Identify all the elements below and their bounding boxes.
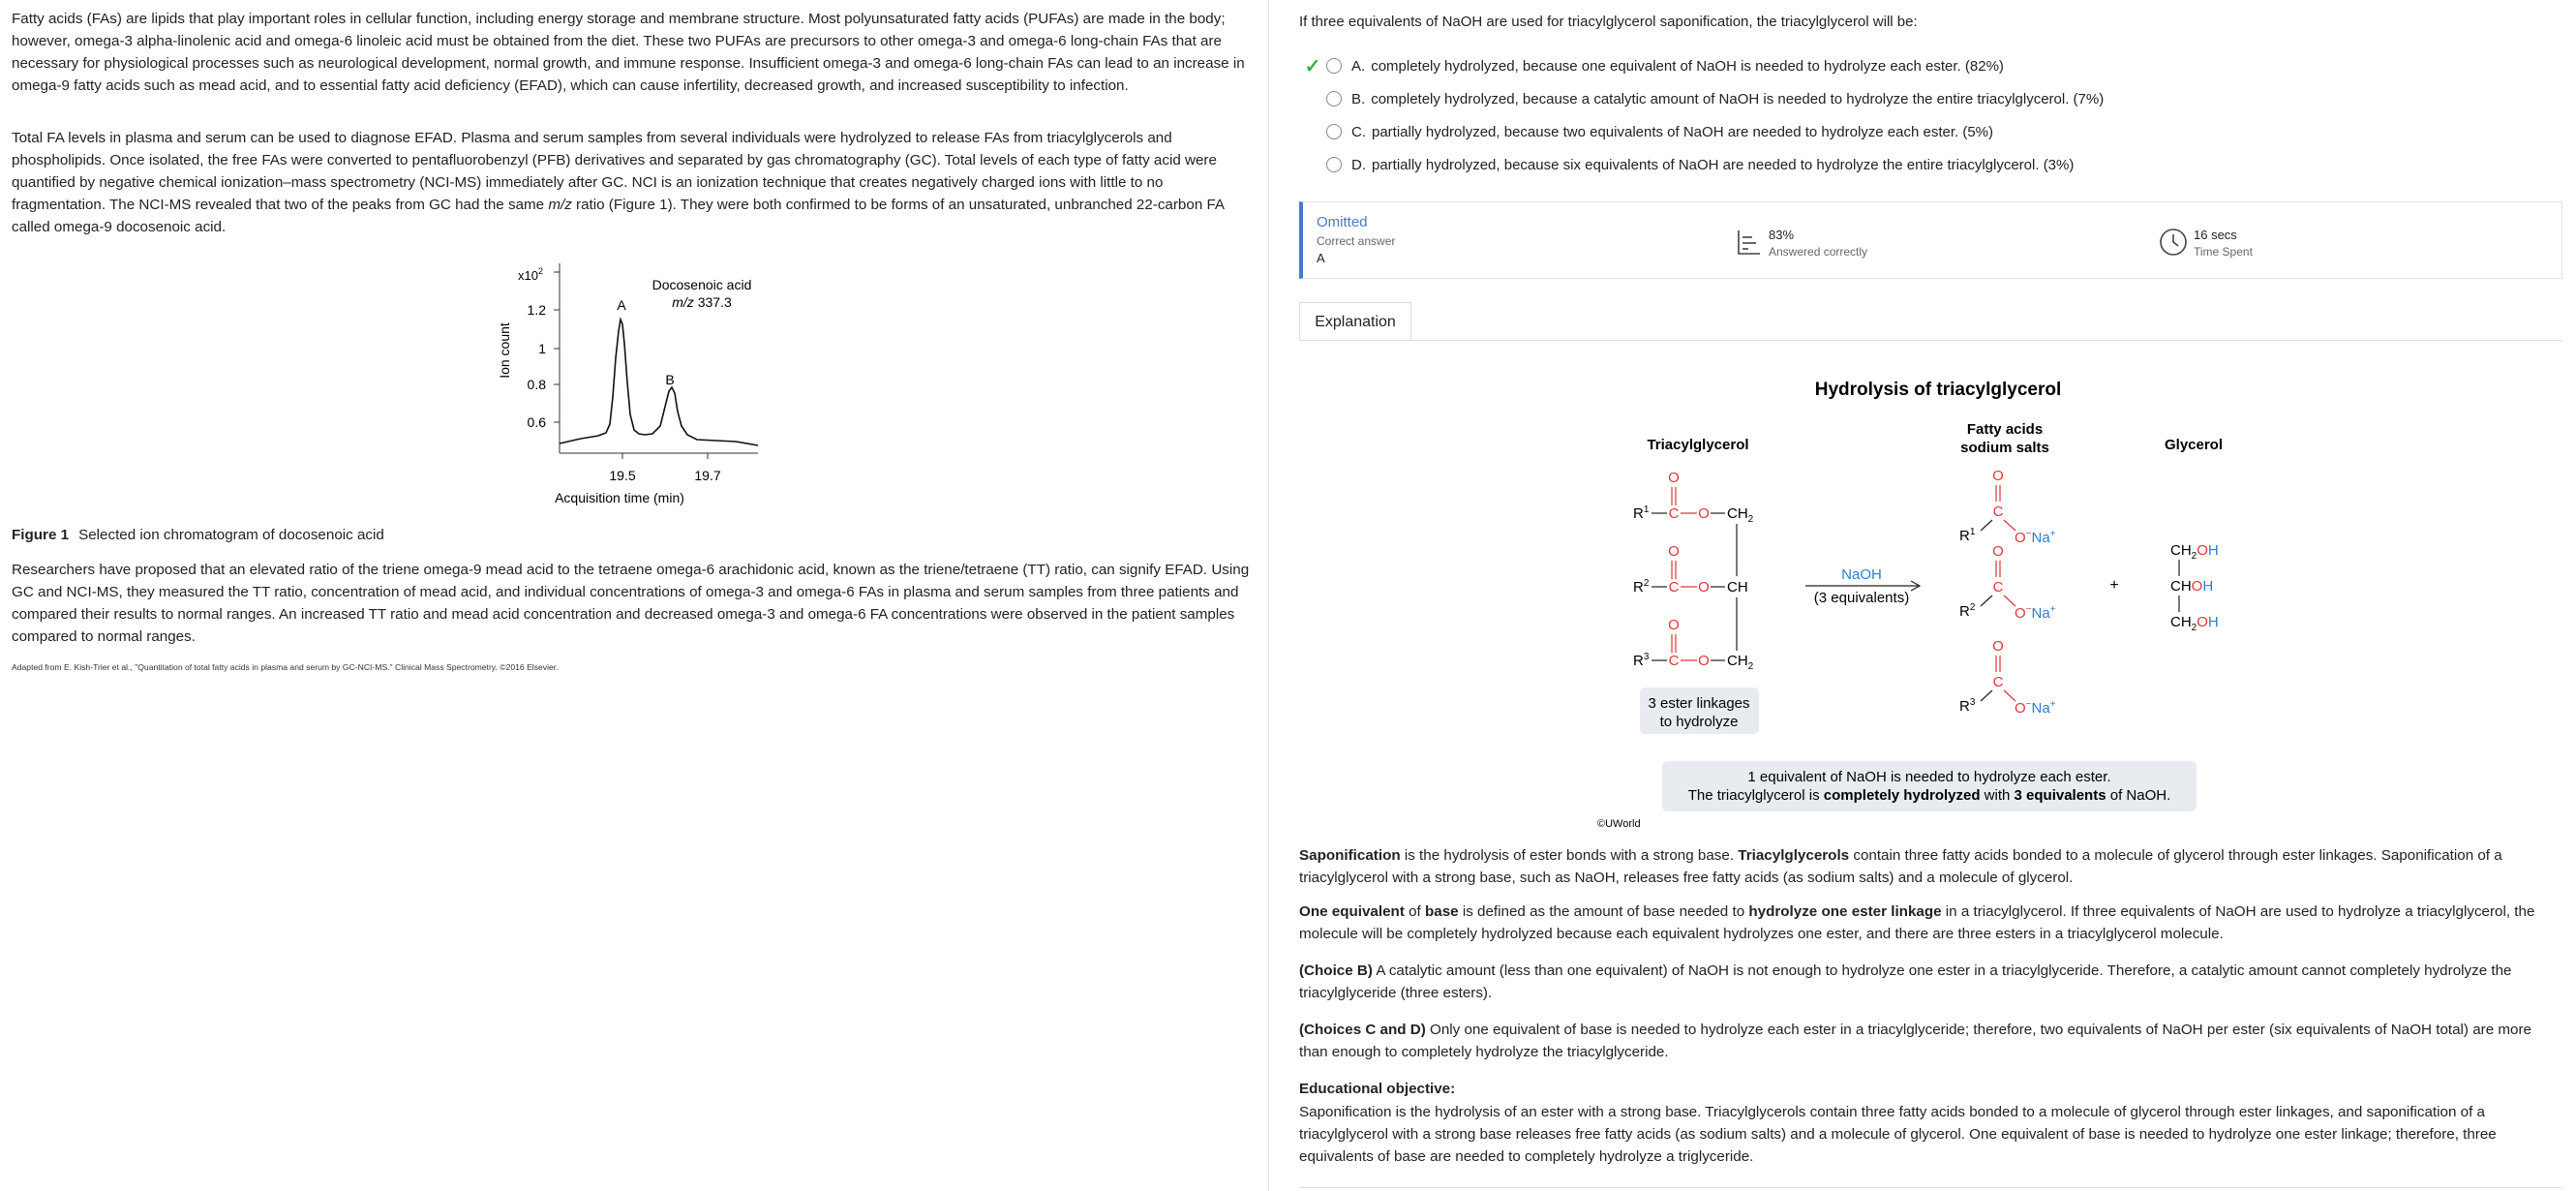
checkmark-icon: ✓ (1304, 55, 1321, 77)
x-ticks (609, 453, 720, 483)
svg-text:O−Na+: O−Na+ (2015, 699, 2056, 717)
radio-button[interactable] (1326, 157, 1342, 172)
svg-text:O−Na+: O−Na+ (2015, 529, 2056, 546)
figure-label: Figure 1 (12, 527, 70, 543)
radio-button[interactable] (1326, 124, 1342, 139)
summary-line-2: The triacylglycerol is completely hydrolyzed with 3 equivalents of NaOH. (1687, 787, 2171, 804)
y-tick-label: 1 (538, 341, 546, 356)
plus-sign: + (2109, 577, 2119, 594)
peak-label-b: B (665, 372, 675, 387)
ester-note-line-1: 3 ester linkages (1648, 695, 1750, 712)
fa-column-header-1: Fatty acids (1966, 421, 2044, 438)
annotation-mz: m/z 337.3 (672, 294, 732, 310)
svg-text:R3: $R^3$ (1633, 652, 1650, 669)
status-label: Omitted (1317, 214, 1368, 230)
svg-text:CH2OH: $CH_2OH$ (2170, 614, 2219, 633)
passage-p2-mz: m/z (548, 197, 572, 213)
radio-button[interactable] (1326, 91, 1342, 107)
svg-text:CHOH: CHOH (2170, 578, 2214, 595)
choice-text: completely hydrolyzed, because a catalytic amount of NaOH is needed to hydrolyze the entire triacylglycerol. (7%) (1371, 90, 2105, 107)
svg-text:O: O (1668, 470, 1680, 486)
diagram-title: Hydrolysis of triacylglycerol (1814, 380, 2062, 400)
ester-3 (1633, 617, 1754, 672)
svg-text:C: C (1992, 504, 2004, 520)
svg-text:CH2: $CH_2$ (1727, 653, 1754, 672)
svg-text:R1: $R^1$ (1959, 527, 1976, 544)
reagent-equivalents: (3 equivalents) (1813, 590, 1910, 606)
y-tick-label: 0.8 (527, 377, 546, 392)
summary-line-1: 1 equivalent of NaOH is needed to hydrolyze each ester. (1747, 769, 2111, 785)
ester-1 (1633, 470, 1754, 525)
choice-d[interactable] (1299, 152, 2074, 177)
glycerol-structure (2170, 542, 2219, 633)
passage-pane (0, 0, 1268, 1191)
y-tick-label: 0.6 (527, 414, 546, 430)
educational-objective-title: Educational objective: (1299, 1081, 1456, 1097)
passage-p2-start: Total FA levels in plasma and serum can be used to diagnose EFAD. Plasma and serum samples from several individuals were hydrolyzed to release FAs from triacylglycerols and phospholipids. Once isolated, the free FAs were converted to pentafluorobenzyl (PFB) derivatives and separated by gas chromatography (GC). Total levels of each type of fatty acid were quantified by negative chemical ionization–mass spectrometry (NCI-MS) immediately after GC. NCI is an ionization technique that creates negatively charged ions with little to no fragmentation. The NCI-MS revealed that two of the peaks from GC had the same (12, 130, 1217, 213)
svg-text:R3: $R^3$ (1959, 697, 1976, 715)
fa-column-header-2: sodium salts (1960, 440, 2049, 456)
fa-salt-1 (1959, 468, 2056, 546)
annotation-title: Docosenoic acid (652, 277, 752, 292)
x-axis-label: Acquisition time (min) (555, 490, 684, 505)
figure-caption (12, 527, 384, 543)
passage-paragraph-1: Fatty acids (FAs) are lipids that play important roles in cellular function, including energy storage and membrane structure. Most polyunsaturated fatty acids (PUFAs) are made in the body; however, omega-3 alpha-linolenic acid and omega-6 linoleic acid must be obtained from the diet. These two PUFAs are precursors to other omega-3 and omega-6 long-chain FAs that are necessary for physiological processes such as neurological development, normal growth, and immune response. Insufficient omega-3 and omega-6 long-chain FAs can lead to an increase in omega-9 fatty acids such as mead acid, and to essential fatty acid deficiency (EFAD), which can cause infertility, decreased growth, and increased susceptibility to infection. (12, 11, 1245, 94)
svg-text:C: C (1668, 505, 1680, 522)
glycerol-column-header: Glycerol (2164, 437, 2224, 453)
stats-panel (1299, 201, 2562, 279)
question-pane (1299, 0, 2562, 1191)
svg-text:O: O (1992, 468, 2004, 484)
tab-explanation[interactable]: Explanation (1299, 302, 1411, 341)
svg-text:O: O (1698, 505, 1710, 522)
choice-letter: A. (1351, 57, 1366, 75)
y-tick-label: 1.2 (527, 302, 546, 318)
svg-text:O−Na+: O−Na+ (2015, 604, 2056, 622)
chromatogram-figure (484, 260, 774, 513)
svg-text:C: C (1992, 579, 2004, 596)
svg-text:O: O (1992, 543, 2004, 560)
choice-a[interactable] (1299, 53, 2004, 78)
passage-source: Adapted from E. Kish-Trier et al., "Quantitation of total fatty acids in plasma and serum by GC-NCI-MS." Clinical Mass Spectrometry. ©2016 Elsevier. (12, 662, 559, 672)
clock-icon (2159, 228, 2188, 257)
ester-2 (1633, 543, 1748, 596)
explanation-paragraph-choices-c-d: (Choices C and D) Only one equivalent of base is needed to hydrolyze each ester in a triacylglyceride; therefore, two equivalents of NaOH per ester (six equivalents of NaOH total) are more than enough to completely hydrolyze the triacylglyceride. (1299, 1022, 2531, 1060)
choice-c[interactable] (1299, 119, 1993, 144)
svg-text:O: O (1668, 617, 1680, 633)
svg-text:R1: $R^1$ (1633, 504, 1650, 522)
x-tick-label: 19.5 (609, 468, 636, 483)
choice-text: completely hydrolyzed, because one equivalent of NaOH is needed to hydrolyze each ester. (82%) (1371, 57, 2004, 75)
correct-answer-value: A (1317, 251, 1325, 265)
explanation-paragraph-1: Saponification is the hydrolysis of ester bonds with a strong base. Triacylglycerols contain three fatty acids bonded to a molecule of glycerol through ester linkages. Saponification of a triacylglycerol with a strong base, such as NaOH, releases free fatty acids (as sodium salts) and a molecule of glycerol. (1299, 847, 2502, 886)
percent-correct-value: 83% (1769, 228, 1795, 242)
tag-column-header: Triacylglycerol (1647, 437, 1749, 453)
choice-letter: D. (1351, 156, 1366, 173)
choice-text: partially hydrolyzed, because two equivalents of NaOH are needed to hydrolyze each ester. (5%) (1372, 123, 1994, 140)
svg-text:R2: $R^2$ (1959, 602, 1976, 620)
svg-text:O: O (1698, 579, 1710, 596)
choice-text: partially hydrolyzed, because six equivalents of NaOH are needed to hydrolyze the entire triacylglycerol. (3%) (1372, 156, 2075, 173)
passage-p2-end: ratio (Figure 1). They were both confirmed to be forms of an unsaturated, unbranched 22-carbon FA called omega-9 docosenoic acid. (12, 197, 1225, 235)
fatty-acid-salts (1959, 468, 2056, 717)
x-tick-label: 19.7 (694, 468, 721, 483)
svg-text:CH2OH: $CH_2OH$ (2170, 542, 2219, 562)
tab-underline (1299, 340, 2562, 341)
correct-answer-label: Correct answer (1317, 234, 1396, 248)
fa-salt-2 (1959, 543, 2056, 622)
triacylglycerol-structure (1633, 470, 1754, 672)
svg-text:O: O (1668, 543, 1680, 560)
svg-text:R2: $R^2$ (1633, 578, 1650, 596)
svg-text:O: O (1992, 638, 2004, 655)
ester-note-line-2: to hydrolyze (1659, 714, 1739, 730)
explanation-paragraph-2: One equivalent of base is defined as the amount of base needed to hydrolyze one ester linkage in a triacylglycerol. If three equivalents of NaOH are used to hydrolyze a triacylglycerol, the molecule will be completely hydrolyzed because each equivalent hydrolyzes one ester, and there are three esters in a triacylglycerol molecule. (1299, 903, 2535, 942)
figure-caption-text: Selected ion chromatogram of docosenoic acid (78, 527, 384, 543)
question-stem: If three equivalents of NaOH are used for triacylglycerol saponification, the triacylglycerol will be: (1299, 14, 1918, 30)
reagent-label: NaOH (1841, 566, 1882, 583)
time-spent-value: 16 secs (2194, 228, 2237, 242)
copyright: ©UWorld (1597, 818, 1641, 830)
svg-text:CH2: $CH_2$ (1727, 505, 1754, 525)
hydrolysis-diagram (1299, 368, 2562, 838)
passage-paragraph-3: Researchers have proposed that an elevated ratio of the triene omega-9 mead acid to the tetraene omega-6 arachidonic acid, known as the triene/tetraene (TT) ratio, can signify EFAD. Using GC and NCI-MS, they measured the TT ratio, concentration of mead acid, and individual concentrations of omega-3 and omega-6 FAs in plasma and serum samples from three patients and compared their results to normal ranges. An increased TT ratio and mead acid concentration and decreased omega-3 and omega-6 FA concentrations were observed in the patient samples compared to normal ranges. (12, 562, 1250, 645)
explanation-paragraph-choice-b: (Choice B) A catalytic amount (less than one equivalent) of NaOH is not enough to hydrolyze one ester in a triacylglyceride. Therefore, a catalytic amount cannot completely hydrolyze the triacylglyceride (three esters). (1299, 962, 2512, 1001)
passage-paragraph-2 (12, 127, 1256, 238)
y-multiplier: $x10^2$ (518, 266, 543, 283)
svg-text:O: O (1698, 653, 1710, 669)
y-ticks (528, 272, 560, 430)
educational-objective-text: Saponification is the hydrolysis of an ester with a strong base. Triacylglycerols contain three fatty acids bonded to a molecule of glycerol through ester linkages, and saponification of a triacylglycerol with a strong base releases free fatty acids (as sodium salts) and a molecule of glycerol. One equivalent of base is needed to hydrolyze one ester linkage; therefore, three equivalents of base are needed to completely hydrolyze a triglyceride. (1299, 1104, 2497, 1165)
y-axis-label: Ion count (497, 322, 512, 379)
svg-text:C: C (1668, 653, 1680, 669)
radio-button[interactable] (1326, 58, 1342, 74)
choice-b[interactable] (1299, 86, 2104, 111)
peak-label-a: A (617, 297, 626, 313)
time-spent-label: Time Spent (2194, 245, 2253, 259)
percent-correct-label: Answered correctly (1769, 245, 1868, 259)
choice-letter: B. (1351, 90, 1366, 107)
bottom-divider (1299, 1187, 2562, 1188)
fa-salt-3 (1959, 638, 2056, 717)
svg-text:CH: CH (1727, 579, 1748, 596)
bar-chart-icon (1737, 229, 1762, 256)
choice-letter: C. (1351, 123, 1366, 140)
chromatogram-trace (560, 320, 758, 445)
svg-text:C: C (1992, 674, 2004, 690)
svg-text:C: C (1668, 579, 1680, 596)
pane-divider[interactable] (1268, 0, 1269, 1191)
